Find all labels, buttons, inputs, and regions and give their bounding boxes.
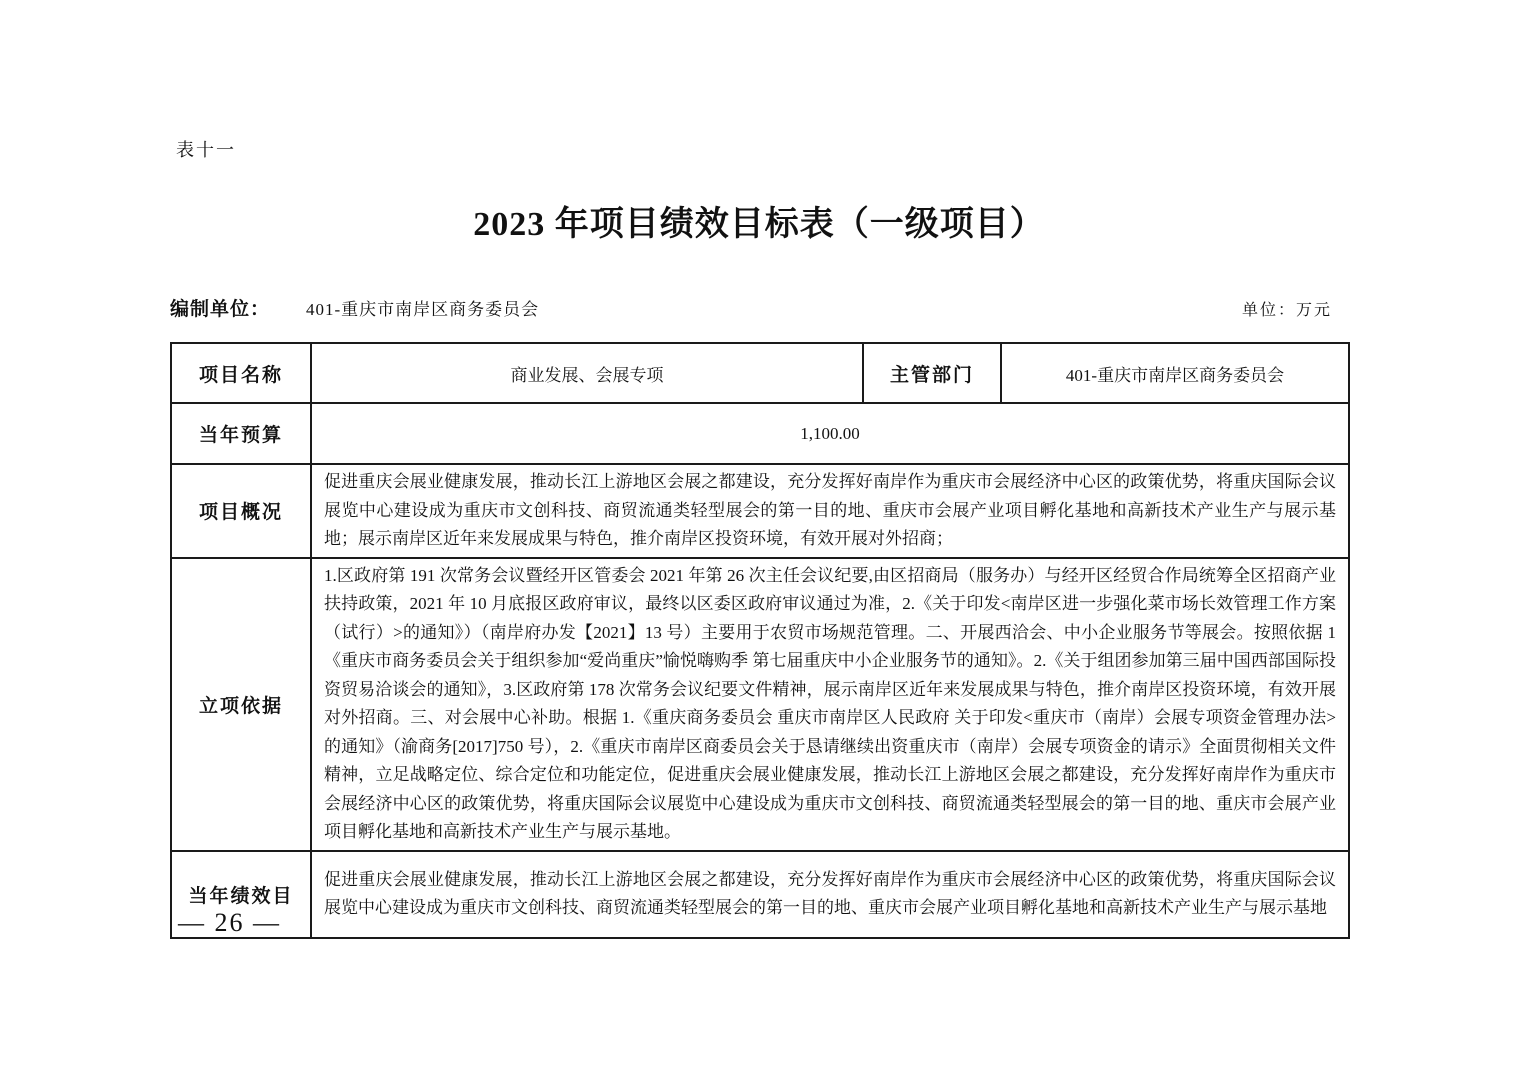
current-year-budget-label: 当年预算	[171, 403, 311, 464]
project-basis-label: 立项依据	[171, 558, 311, 851]
project-name-label: 项目名称	[171, 343, 311, 403]
table-row-basis	[171, 558, 1349, 851]
project-overview-label: 项目概况	[171, 464, 311, 558]
current-year-budget-value: 1,100.00	[311, 403, 1349, 464]
performance-table	[170, 342, 1350, 939]
table-row-performance	[171, 851, 1349, 938]
prepared-by-label: 编制单位：	[170, 299, 271, 320]
current-year-performance-value: 促进重庆会展业健康发展，推动长江上游地区会展之都建设，充分发挥好南岸作为重庆市会展经济中心区的政策优势，将重庆国际会议展览中心建设成为重庆市文创科技、商贸流通类轻型展会的第一目的地、重庆市会展产业项目孵化基地和高新技术产业生产与展示基地	[311, 851, 1349, 938]
table-row-project-name	[171, 343, 1349, 403]
project-name-value: 商业发展、会展专项	[311, 343, 863, 403]
table-row-budget	[171, 403, 1349, 464]
page-title: 2023 年项目绩效目标表（一级项目）	[473, 206, 1045, 243]
table-row-overview	[171, 464, 1349, 558]
supervising-dept-value: 401-重庆市南岸区商务委员会	[1001, 343, 1349, 403]
prepared-by-value: 401-重庆市南岸区商务委员会	[306, 300, 540, 319]
project-basis-value: 1.区政府第 191 次常务会议暨经开区管委会 2021 年第 26 次主任会议纪要,由区招商局（服务办）与经开区经贸合作局统筹全区招商产业扶持政策，2021 年 10 月底报区政府审议，最终以区委区政府审议通过为准，2.《关于印发<南岸区进一步强化菜市场长效管理工作方案（试行）>的通知》）（南岸府办发【2021】13 号）主要用于农贸市场规范管理。二、开展西洽会、中小企业服务节等展会。按照依据 1《重庆市商务委员会关于组织参加“爱尚重庆”愉悦嗨购季 第七届重庆中小企业服务节的通知》。2.《关于组团参加第三届中国西部国际投资贸易洽谈会的通知》，3.区政府第 178 次常务会议纪要文件精神，展示南岸区近年来发展成果与特色，推介南岸区投资环境，有效开展对外招商。三、对会展中心补助。根据 1.《重庆商务委员会 重庆市南岸区人民政府 关于印发<重庆市（南岸）会展专项资金管理办法>的通知》（渝商务[2017]750 号），2.《重庆市南岸区商委员会关于恳请继续出资重庆市（南岸）会展专项资金的请示》全面贯彻相关文件精神，立足战略定位、综合定位和功能定位，促进重庆会展业健康发展，推动长江上游地区会展之都建设，充分发挥好南岸作为重庆市会展经济中心区的政策优势，将重庆国际会议展览中心建设成为重庆市文创科技、商贸流通类轻型展会的第一目的地、重庆市会展产业项目孵化基地和高新技术产业生产与展示基地。	[311, 558, 1349, 851]
table-tag: 表十一	[176, 140, 236, 160]
current-year-performance-label: 当年绩效目	[171, 851, 311, 938]
meta-row	[170, 294, 1348, 321]
supervising-dept-label: 主管部门	[863, 343, 1001, 403]
page-number: — 26 —	[178, 908, 281, 937]
unit-label: 单位：万元	[1241, 302, 1332, 319]
project-overview-value: 促进重庆会展业健康发展，推动长江上游地区会展之都建设，充分发挥好南岸作为重庆市会展经济中心区的政策优势，将重庆国际会议展览中心建设成为重庆市文创科技、商贸流通类轻型展会的第一目的地、重庆市会展产业项目孵化基地和高新技术产业生产与展示基地；展示南岸区近年来发展成果与特色，推介南岸区投资环境，有效开展对外招商；	[311, 464, 1349, 558]
